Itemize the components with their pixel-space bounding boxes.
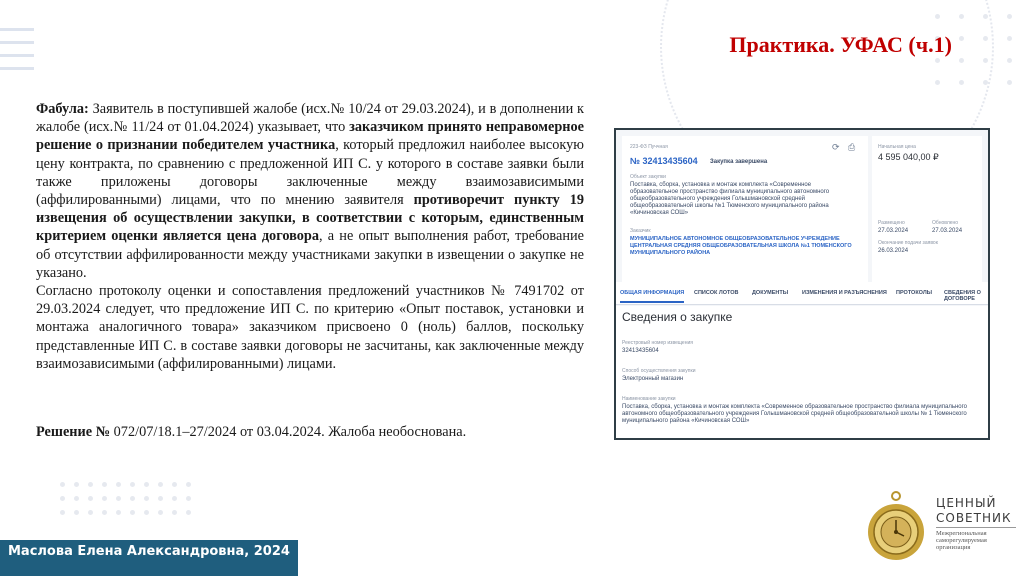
logo-line-2: СОВЕТНИК	[936, 511, 1012, 525]
tab-changes[interactable]: ИЗМЕНЕНИЯ И РАЗЪЯСНЕНИЯ	[802, 290, 887, 296]
section-title: Сведения о закупке	[622, 310, 733, 324]
company-logo	[866, 488, 1016, 568]
procurement-info-section	[616, 306, 988, 438]
decision-text: 072/07/18.1–27/2024 от 03.04.2024. Жалоба необоснована.	[113, 424, 467, 440]
refresh-icon[interactable]: ⟳	[832, 142, 840, 152]
customer-label: Заказчик	[630, 228, 651, 234]
tab-documents[interactable]: ДОКУМЕНТЫ	[752, 290, 789, 296]
print-icon[interactable]: ⎙	[848, 142, 856, 152]
fabula-text-b-bold: заказчиком принято неправомерное решение о признании победителем участника	[36, 119, 585, 154]
fabula-text-block	[36, 100, 584, 373]
logo-text	[936, 496, 1012, 526]
method-value: Электронный магазин	[622, 376, 684, 382]
law-label: 223-ФЗ Пуччная	[630, 144, 668, 150]
purchase-name-value: Поставка, сборка, установка и монтаж комплекта «Современное образовательное пространство филиала муниципального автономного общеобразовательного учреждения Голышмановской средней общеобразовательной школы № 1 Тюменского муниципального района «Кичиновская СОШ»	[622, 404, 968, 424]
fabula-text-c: , который предложил наиболее высокую цену контракта, по сравнению с предложенной ИП С. у которого в составе заявки были также приложены договоры заключенные между взаимозависимыми (аффилированными) лицами, что по мнению заявителя	[36, 137, 584, 209]
updated-label: Обновлено	[932, 220, 959, 226]
purchase-name-label: Наименование закупки	[622, 396, 676, 402]
reg-number-value: 32413435604	[622, 348, 659, 354]
object-text: Поставка, сборка, установка и монтаж комплекта «Современное образовательное пространство филиала муниципального автономного общеобразовательного учреждения Голышмановской средней общеобразовательной школы №1 Тюменского муниципального района «Кичиновская СОШ»	[630, 182, 830, 216]
end-value: 26.03.2024	[878, 248, 909, 254]
placed-label: Размещено	[878, 220, 905, 226]
method-label: Способ осуществления закупки	[622, 368, 696, 374]
fabula-text-e: , а не опыт выполнения работ, требование об отсутствии аффилированности между участниками закупки в извещении о закупке не указано.	[36, 228, 584, 281]
reg-number-label: Реестровый номер извещения	[622, 340, 693, 346]
decision-line	[36, 424, 596, 441]
price-panel	[872, 136, 982, 286]
tab-lots[interactable]: СПИСОК ЛОТОВ	[694, 290, 739, 296]
fabula-paragraph	[36, 100, 584, 282]
pocket-watch-icon	[866, 490, 930, 562]
logo-divider	[936, 527, 1016, 528]
end-label: Окончание подачи заявок	[878, 240, 938, 246]
logo-line-1: ЦЕННЫЙ	[936, 496, 997, 510]
fabula-text-d-bold: противоречит пункту 19 извещения об осуществлении закупки, в соответствии с которым, единственным критерием оценки является цена договора	[36, 192, 585, 245]
placed-value: 27.03.2024	[878, 228, 909, 234]
customer-link[interactable]: МУНИЦИПАЛЬНОЕ АВТОНОМНОЕ ОБЩЕОБРАЗОВАТЕЛЬНОЕ УЧРЕЖДЕНИЕ ЦЕНТРАЛЬНАЯ СРЕДНЯЯ ОБЩЕОБРАЗОВАТЕЛЬНАЯ ШКОЛА №1 ТЮМЕНСКОГО МУНИЦИПАЛЬНОГО РАЙОНА	[630, 236, 852, 256]
tab-contract[interactable]: СВЕДЕНИЯ О ДОГОВОРЕ	[944, 290, 981, 302]
tab-general-info[interactable]: ОБЩАЯ ИНФОРМАЦИЯ	[620, 290, 684, 303]
object-label: Объект закупки	[630, 174, 666, 180]
fabula-label: Фабула:	[36, 101, 89, 117]
decision-label: Решение №	[36, 424, 114, 440]
status-badge: Закупка завершена	[710, 159, 768, 165]
tab-protocols[interactable]: ПРОТОКОЛЫ	[896, 290, 933, 296]
procurement-card	[622, 136, 868, 286]
decorative-lines	[0, 28, 40, 80]
author-footer: Маслова Елена Александровна, 2024	[0, 540, 298, 576]
fabula-text-a: Заявитель в поступившей жалобе (исх.№ 10/24 от 29.03.2024), и в дополнении к жалобе (исх.№ 11/24 от 01.04.2024) указывает, что	[36, 101, 584, 136]
slide-title: Практика. УФАС (ч.1)	[729, 32, 952, 57]
procurement-screenshot	[614, 128, 990, 440]
price-value: 4 595 040,00 ₽	[878, 152, 939, 162]
tab-bar	[616, 282, 988, 305]
price-label: Начальная цена	[878, 144, 916, 150]
updated-value: 27.03.2024	[932, 228, 963, 234]
protocol-paragraph: Согласно протоколу оценки и сопоставления предложений участников № 7491702 от 29.03.2024 следует, что предложение ИП С. по критерию «Опыт поставок, установки и монтажа аналогичного товара» заказчиком присвоено 0 (ноль) баллов, поскольку представленные ИП С. в составе заявки договоры не засчитаны, как заключенные между взаимозависимыми (аффилированными) лицами.	[36, 283, 584, 372]
logo-subtitle: Межрегиональная саморегулируемая организация	[936, 530, 987, 551]
procurement-number: № 32413435604	[630, 156, 698, 166]
